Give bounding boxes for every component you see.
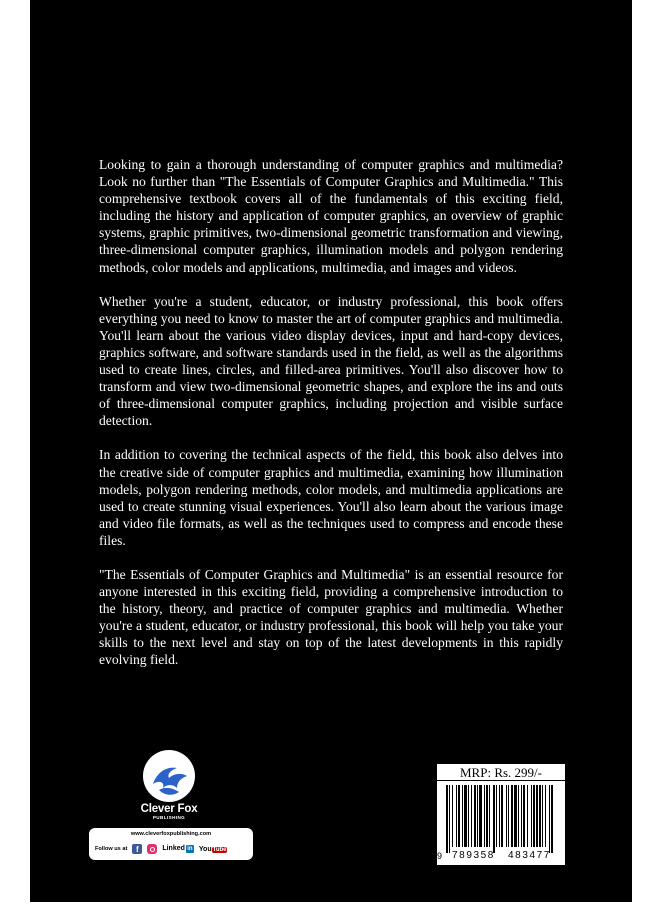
facebook-icon[interactable]: f [132, 844, 142, 854]
back-cover [30, 0, 632, 902]
youtube-text: You [198, 845, 212, 853]
fox-icon [143, 750, 195, 802]
linkedin-box: in [187, 846, 193, 852]
barcode-bar [499, 785, 500, 847]
barcode-bar [523, 785, 525, 847]
blurb-paragraph-1: Looking to gain a thorough understanding of computer graphics and multimedia? Look no further than "The Essentials of Computer Graphics and Multimedia." This comprehensive textbook covers all of the fundamentals of this exciting field, including the history and application of computer graphics, an overview of graphic systems, graphic primitives, two-dimensional geometric transformation and viewing, three-dimensional computer graphics, illumination models and polygon rendering methods, color models and applications, multimedia, and images and videos. [99, 157, 563, 275]
follow-row [95, 842, 227, 856]
follow-label: Follow us at [95, 846, 128, 852]
barcode-bar [536, 785, 538, 847]
youtube-icon[interactable] [199, 846, 228, 853]
barcode-bar [527, 785, 528, 847]
barcode-bar [545, 785, 546, 847]
barcode-bar [549, 785, 550, 853]
barcode-bar [514, 785, 517, 847]
barcode-bar [539, 785, 541, 847]
barcode-bar [531, 785, 532, 847]
barcode-bar [496, 785, 497, 847]
mrp-label: MRP: Rs. 299/- [437, 764, 565, 781]
isbn-group-1: 789358 [452, 850, 495, 861]
barcode-bar [511, 785, 513, 847]
isbn-barcode [442, 785, 560, 853]
barcode-bar [486, 785, 488, 847]
social-panel [89, 828, 253, 860]
blurb-paragraph-2: Whether you're a student, educator, or industry professional, this book offers everything you need to know to master the art of computer graphics and multimedia. You'll learn about the various video display devices, input and hard-copy devices, graphics software, and software standards used in the field, as well as the algorithms used to create lines, circles, and filled-area primitives. You'll also discover how to transform and view two-dimensional geometric shapes, and explore the ins and outs of three-dimensional computer graphics, including projection and visible surface detection. [99, 293, 563, 429]
barcode-bar [533, 785, 535, 847]
blurb-text [99, 156, 563, 686]
blurb-paragraph-3: In addition to covering the technical aspects of the field, this book also delves into the creative side of computer graphics and multimedia, examining how illumination models, polygon rendering methods, color models, and multimedia applications are used to create stunning visual experiences. You'll also learn about the various image and video file formats, as well as the techniques used to compress and encode these files. [99, 447, 563, 548]
blurb-paragraph-4: "The Essentials of Computer Graphics and Multimedia" is an essential resource for anyone interested in this exciting field, providing a comprehensive introduction to the history, theory, and practice of computer graphics and multimedia. Whether you're a student, educator, or industry professional, this book will help you take your skills to the next level and stay on top of the latest developments in this rapidly evolving field. [99, 566, 563, 668]
isbn-first-digit: 9 [437, 851, 443, 861]
barcode-bar [474, 785, 476, 847]
barcode-bar [493, 785, 495, 853]
barcode-bar [489, 785, 490, 847]
publisher-logo [131, 750, 207, 822]
barcode-bar [542, 785, 543, 847]
barcode-bar [471, 785, 472, 847]
barcode-bar [506, 785, 507, 847]
linkedin-text: Linked [162, 845, 185, 852]
price-barcode-box [437, 764, 565, 865]
instagram-icon[interactable] [147, 844, 157, 854]
barcode-bar [468, 785, 469, 847]
barcode-bar [458, 785, 460, 847]
linkedin-icon[interactable] [162, 845, 194, 853]
barcode-bar [518, 785, 519, 847]
barcode-bar [449, 785, 450, 853]
barcode-bar [452, 785, 453, 847]
publisher-tagline: PUBLISHING [152, 815, 186, 820]
barcode-bar [521, 785, 522, 847]
publisher-name: Clever Fox [140, 803, 198, 815]
barcode-bar [479, 785, 482, 847]
barcode-bar [446, 785, 448, 853]
barcode-bar [508, 785, 509, 847]
isbn-group-2: 483477 [508, 850, 551, 861]
website-link[interactable]: www.cleverfoxpublishing.com [130, 831, 212, 837]
barcode-bar [501, 785, 503, 847]
barcode-bar [551, 785, 553, 853]
barcode-bar [484, 785, 485, 847]
barcode-bar [456, 785, 457, 847]
barcode-bar [464, 785, 467, 847]
youtube-box: Tube [212, 846, 227, 853]
barcode-bar [462, 785, 463, 847]
barcode-bar [477, 785, 478, 847]
